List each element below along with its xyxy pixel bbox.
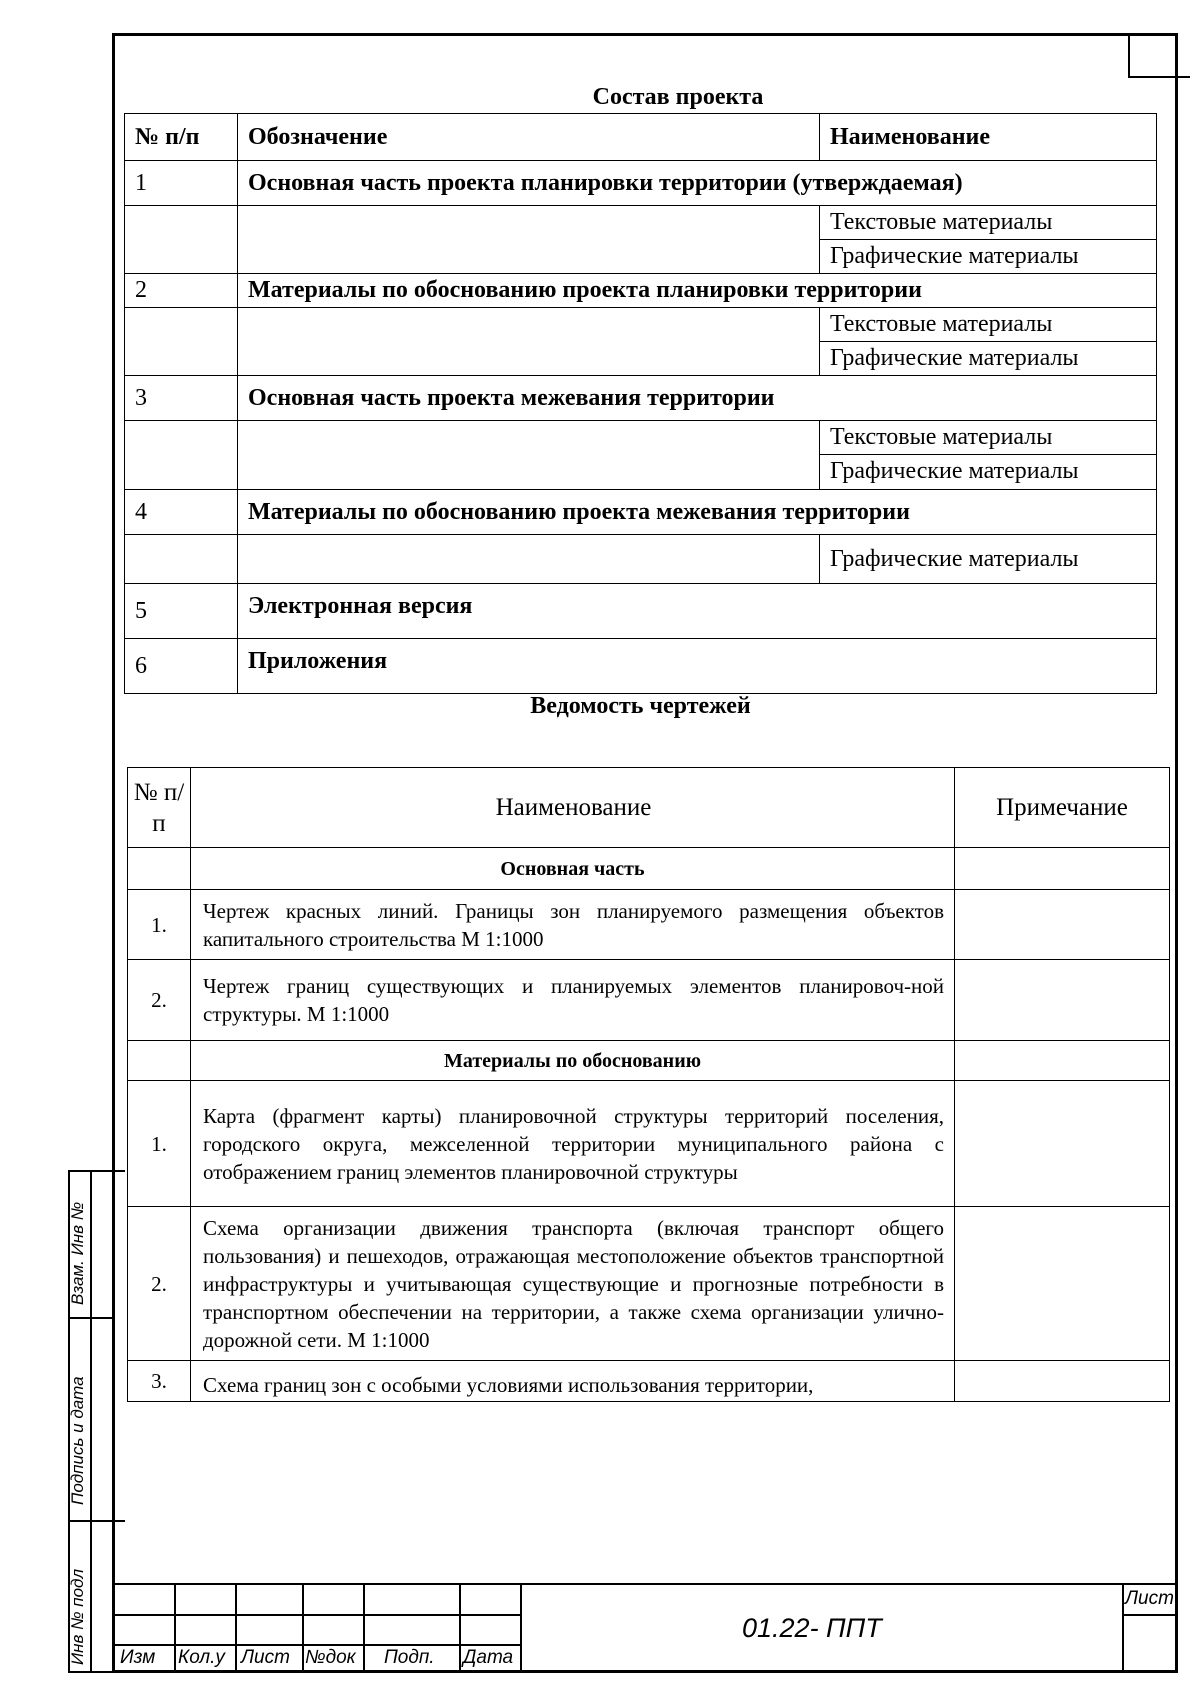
drawing-note	[955, 1207, 1170, 1361]
section-num: 6	[125, 639, 238, 694]
header-designation: Обозначение	[238, 114, 820, 161]
sheet-label: Лист	[1125, 1588, 1174, 1609]
drawing-name: Чертеж красных линий. Границы зон планируемого размещения объектов капитального строительства М 1:1000	[191, 890, 955, 960]
drawing-note	[955, 890, 1170, 960]
drawing-name: Схема границ зон с особыми условиями использования территории,	[191, 1361, 955, 1402]
blank-cell	[955, 848, 1170, 890]
title-block	[112, 1583, 1178, 1673]
drawing-note	[955, 1081, 1170, 1207]
group-title: Основная часть	[191, 848, 955, 890]
stamp-col-line	[174, 1583, 176, 1673]
stamp-col-kolu: Кол.у	[178, 1647, 225, 1668]
header-note: Примечание	[955, 768, 1170, 848]
section-row	[125, 376, 1157, 421]
item-row	[125, 535, 1157, 584]
side-stamp-rule	[68, 1520, 125, 1522]
side-label-inv: Инв № подл	[68, 1568, 87, 1665]
section-title: Электронная версия	[238, 584, 1157, 639]
side-stamp-rule	[68, 1317, 112, 1319]
blank-cell	[125, 421, 238, 490]
corner-tick	[1176, 76, 1190, 78]
group-title: Материалы по обоснованию	[191, 1041, 955, 1081]
drawing-num: 1.	[128, 890, 191, 960]
document-code: 01.22- ППТ	[742, 1613, 882, 1643]
drawings-table	[127, 767, 1170, 1402]
drawings-header-row	[128, 768, 1170, 848]
drawing-row	[128, 960, 1170, 1041]
blank-cell	[125, 535, 238, 584]
blank-cell	[128, 1041, 191, 1081]
blank-cell	[955, 1041, 1170, 1081]
stamp-col-podp: Подп.	[384, 1647, 435, 1668]
drawing-num: 3.	[128, 1361, 191, 1402]
side-label-signature: Подпись и дата	[68, 1376, 87, 1505]
side-label-vzam: Взам. Инв №	[68, 1201, 87, 1305]
composition-header-row	[125, 114, 1157, 161]
item-name: Текстовые материалы	[820, 206, 1157, 240]
section-num: 4	[125, 490, 238, 535]
stamp-col-line	[235, 1583, 237, 1673]
drawing-note	[955, 960, 1170, 1041]
item-name: Графические материалы	[820, 535, 1157, 584]
stamp-line	[1122, 1614, 1178, 1616]
blank-cell	[238, 308, 820, 376]
drawing-num: 2.	[128, 1207, 191, 1361]
side-stamp-divider	[90, 1170, 92, 1673]
header-num: № п/п	[125, 114, 238, 161]
blank-cell	[238, 206, 820, 274]
stamp-line	[112, 1583, 1178, 1585]
drawing-name: Чертеж границ существующих и планируемых элементов планировоч-ной структуры. М 1:1000	[191, 960, 955, 1041]
header-name: Наименование	[820, 114, 1157, 161]
item-name: Текстовые материалы	[820, 421, 1157, 455]
item-name: Графические материалы	[820, 342, 1157, 376]
section-num: 5	[125, 584, 238, 639]
section-row	[125, 584, 1157, 639]
stamp-col-line	[520, 1583, 522, 1673]
group-row	[128, 1041, 1170, 1081]
blank-cell	[125, 308, 238, 376]
item-name: Графические материалы	[820, 240, 1157, 274]
stamp-col-line	[1122, 1583, 1124, 1673]
drawing-name: Карта (фрагмент карты) планировочной структуры территорий поселения, городского округа, межселенной территории муниципального района с отображением границ элементов планировочной структуры	[191, 1081, 955, 1207]
section-title: Материалы по обоснованию проекта планировки территории	[238, 274, 1157, 308]
header-name: Наименование	[191, 768, 955, 848]
section-row	[125, 274, 1157, 308]
drawing-row	[128, 1207, 1170, 1361]
stamp-col-data: Дата	[463, 1647, 514, 1668]
item-name: Текстовые материалы	[820, 308, 1157, 342]
blank-cell	[128, 848, 191, 890]
blank-cell	[125, 206, 238, 274]
section-row	[125, 490, 1157, 535]
stamp-col-izm: Изм	[120, 1647, 156, 1668]
composition-table	[124, 113, 1157, 694]
section-num: 2	[125, 274, 238, 308]
section-title: Основная часть проекта межевания территории	[238, 376, 1157, 421]
drawing-note	[955, 1361, 1170, 1402]
section-title: Приложения	[238, 639, 1157, 694]
stamp-col-line	[459, 1583, 461, 1673]
side-stamp-tick	[100, 1170, 125, 1172]
section-title: Материалы по обоснованию проекта межевания территории	[238, 490, 1157, 535]
drawing-row	[128, 1361, 1170, 1402]
stamp-col-ndok: №док	[305, 1647, 356, 1668]
section-num: 3	[125, 376, 238, 421]
blank-cell	[238, 535, 820, 584]
stamp-col-line	[302, 1583, 304, 1673]
stamp-col-line	[363, 1583, 365, 1673]
drawing-num: 1.	[128, 1081, 191, 1207]
section-num: 1	[125, 161, 238, 206]
group-row	[128, 848, 1170, 890]
section-row	[125, 639, 1157, 694]
corner-box	[1128, 33, 1178, 78]
item-name: Графические материалы	[820, 455, 1157, 490]
item-row	[125, 308, 1157, 342]
stamp-col-list: Лист	[241, 1647, 290, 1668]
drawing-num: 2.	[128, 960, 191, 1041]
drawing-name: Схема организации движения транспорта (включая транспорт общего пользования) и пешеходов, отражающая местоположение объектов транспортной инфраструктуры и учитывающая существующие и прогнозные потребности в транспортном обеспечении на территории, а также схема организации улично-дорожной сети. М 1:1000	[191, 1207, 955, 1361]
drawings-title: Ведомость чертежей	[530, 693, 751, 719]
item-row	[125, 421, 1157, 455]
item-row	[125, 206, 1157, 240]
section-title: Основная часть проекта планировки территории (утверждаемая)	[238, 161, 1157, 206]
drawing-row	[128, 890, 1170, 960]
blank-cell	[238, 421, 820, 490]
composition-title: Состав проекта	[592, 84, 764, 110]
drawing-row	[128, 1081, 1170, 1207]
section-row	[125, 161, 1157, 206]
header-num: № п/п	[128, 768, 191, 848]
